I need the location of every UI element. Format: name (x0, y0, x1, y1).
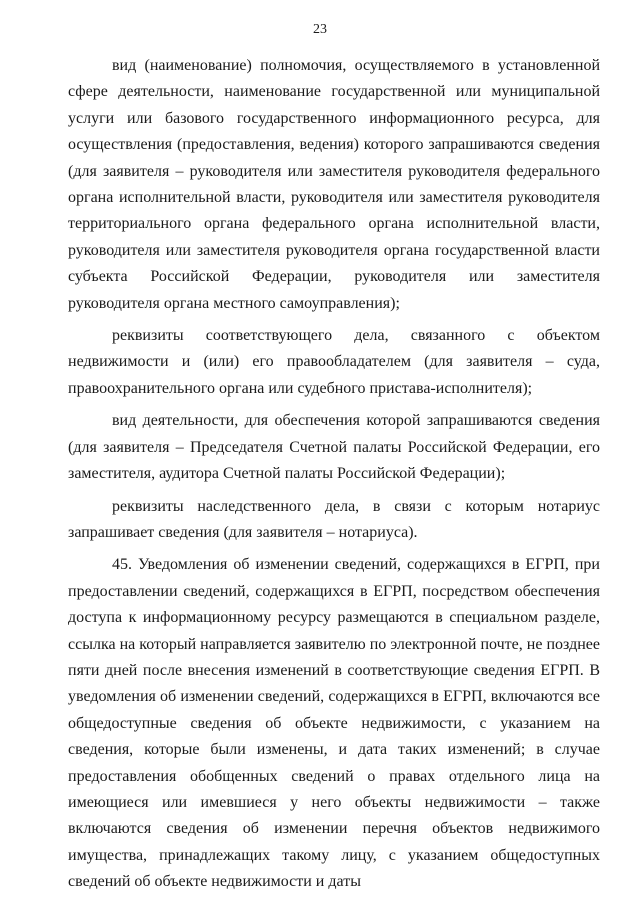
paragraph-authority-type: вид (наименование) полномочия, осуществляемого в установленной сфере деятельности, наименование государственной или муниципальной услуги или базового государственного информационного ресурса, для осуществления (предоставления, ведения) которого запрашиваются сведения (для заявителя – руководителя или заместителя руководителя федерального органа исполнительной власти, руководителя или заместителя руководителя территориального органа федерального органа исполнительной власти, руководителя или заместителя руководителя органа государственной власти субъекта Российской Федерации, руководителя или заместителя руководителя органа местного самоуправления); (68, 57, 600, 312)
page-number: 23 (313, 22, 327, 37)
paragraph-inheritance-case: реквизиты наследственного дела, в связи с которым нотариус запрашивает сведения (для заявителя – нотариуса). (68, 497, 600, 541)
paragraph-item-45: 45. Уведомления об изменении сведений, содержащихся в ЕГРП, при предоставлении сведений, содержащихся в ЕГРП, посредством обеспечения доступа к информационному ресурсу размещаются в специальном разделе, ссылка на который направляется заявителю по электронной почте, не позднее пяти дней после внесения изменений в соответствующие сведения ЕГРП. В уведомления об изменении сведений, содержащихся в ЕГРП, включаются все общедоступные сведения об объекте недвижимости, с указанием на сведения, которые были изменены, и дата таких изменений; в случае предоставления обобщенных сведений о правах отдельного лица на имеющиеся или имевшиеся у него объекты недвижимости – также включаются сведения об изменении перечня объектов недвижимого имущества, принадлежащих такому лицу, с указанием общедоступных сведений об объекте недвижимости и даты (68, 556, 600, 891)
body-text (68, 53, 600, 896)
paragraph-case-details: реквизиты соответствующего дела, связанного с объектом недвижимости и (или) его правообладателем (для заявителя – суда, правоохранительного органа или судебного пристава-исполнителя); (68, 327, 600, 397)
paragraph-activity-type: вид деятельности, для обеспечения которой запрашиваются сведения (для заявителя – Председателя Счетной палаты Российской Федерации, его заместителя, аудитора Счетной палаты Российской Федерации); (68, 412, 600, 483)
